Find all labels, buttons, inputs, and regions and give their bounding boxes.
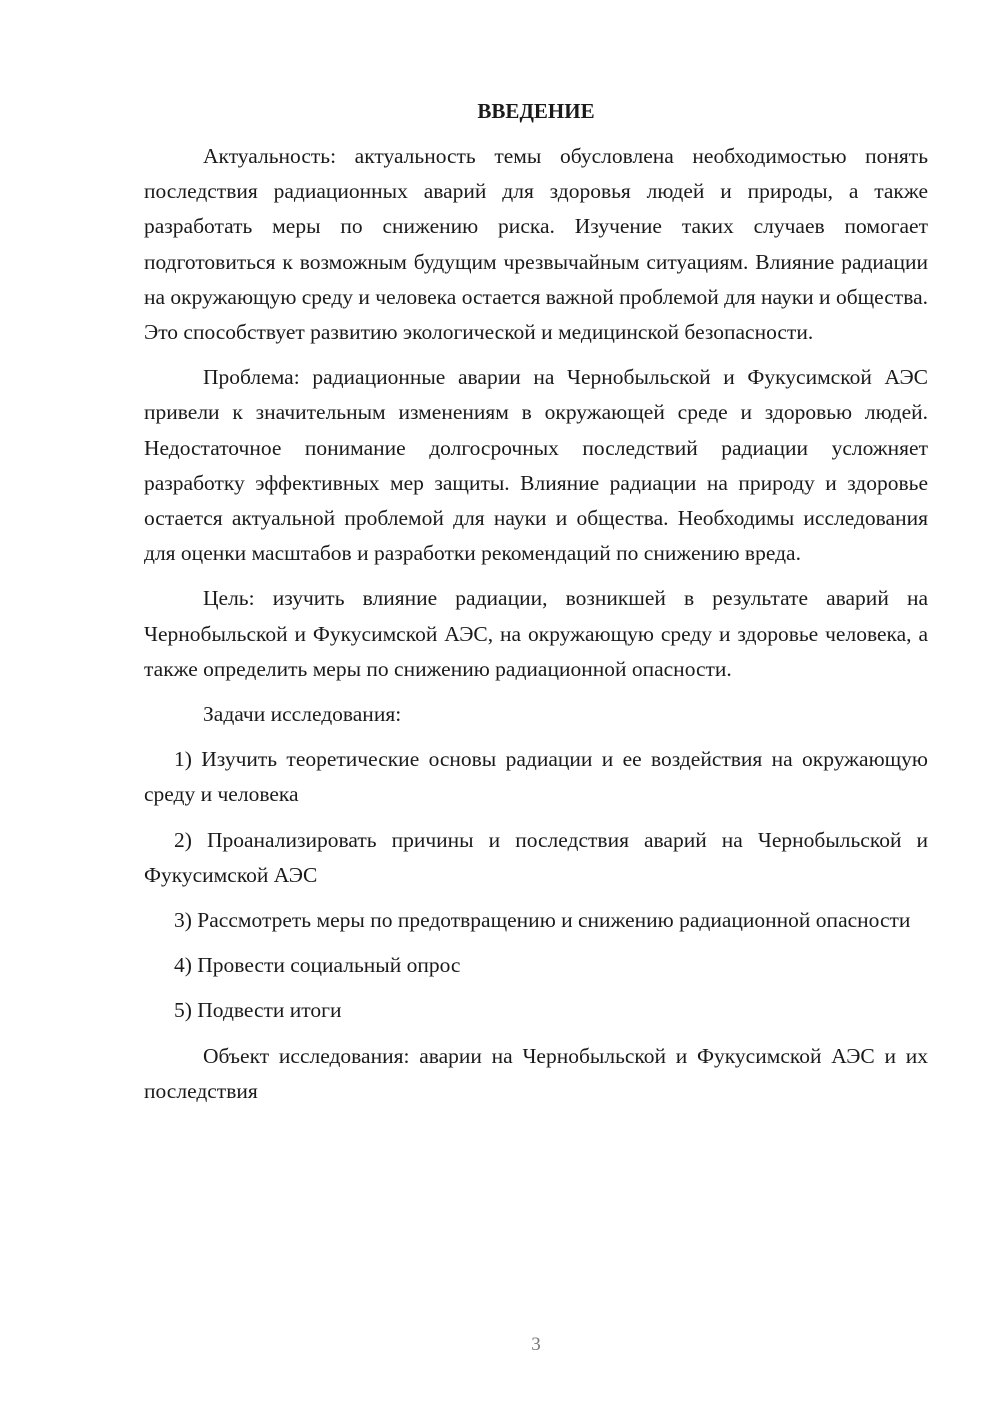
page-number: 3: [531, 1334, 541, 1355]
document-page: [144, 94, 928, 1109]
task-item-4: 4) Провести социальный опрос: [174, 953, 461, 978]
section-heading: ВВЕДЕНИЕ: [477, 99, 595, 123]
task-item-3: 3) Рассмотреть меры по предотвращению и снижению радиационной опасности: [174, 908, 911, 933]
task-item-1: 1) Изучить теоретические основы радиации и ее воздействия на окружающую среду и человека: [144, 747, 928, 807]
tasks-heading: Задачи исследования:: [203, 702, 402, 727]
paragraph-problem: Проблема: радиационные аварии на Чернобыльской и Фукусимской АЭС привели к значительным изменениям в окружающей среде и здоровью людей. Недостаточное понимание долгосрочных последствий радиации усложняет разработку эффективных мер защиты. Влияние радиации на природу и здоровье остается актуальной проблемой для науки и общества. Необходимы исследования для оценки масштабов и разработки рекомендаций по снижению вреда.: [144, 365, 928, 566]
paragraph-object: Объект исследования: аварии на Чернобыльской и Фукусимской АЭС и их последствия: [144, 1043, 928, 1103]
paragraph-relevance: Актуальность: актуальность темы обусловлена необходимостью понять последствия радиационных аварий для здоровья людей и природы, а также разработать меры по снижению риска. Изучение таких случаев помогает подготовиться к возможным будущим чрезвычайным ситуациям. Влияние радиации на окружающую среду и человека остается важной проблемой для науки и общества. Это способствует развитию экологической и медицинской безопасности.: [144, 144, 928, 345]
task-item-2: 2) Проанализировать причины и последствия аварий на Чернобыльской и Фукусимской АЭС: [144, 827, 928, 887]
paragraph-goal: Цель: изучить влияние радиации, возникшей в результате аварий на Чернобыльской и Фукусимской АЭС, на окружающую среду и здоровье человека, а также определить меры по снижению радиационной опасности.: [144, 586, 928, 681]
task-item-5: 5) Подвести итоги: [174, 998, 342, 1023]
